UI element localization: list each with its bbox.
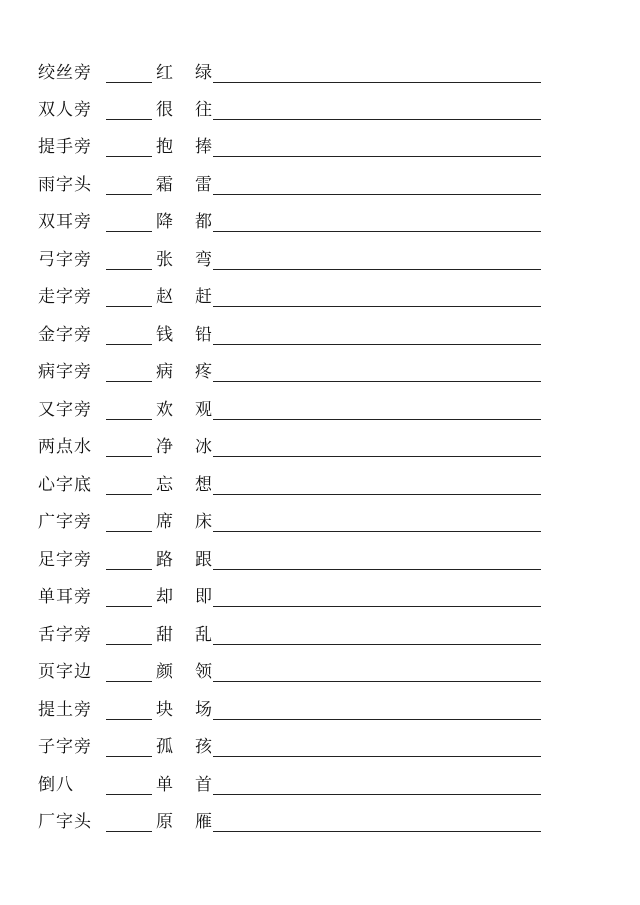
radical-answer-blank[interactable]	[106, 644, 152, 645]
writing-line[interactable]	[213, 794, 541, 795]
worksheet-row	[0, 734, 640, 764]
radical-answer-blank[interactable]	[106, 419, 152, 420]
radical-answer-blank[interactable]	[106, 531, 152, 532]
radical-answer-blank[interactable]	[106, 194, 152, 195]
radical-answer-blank[interactable]	[106, 156, 152, 157]
example-character-2: 雷	[195, 175, 212, 195]
example-character-2: 捧	[195, 137, 212, 157]
radical-label: 走字旁	[38, 287, 92, 307]
radical-answer-blank[interactable]	[106, 569, 152, 570]
radical-label: 雨字头	[38, 175, 92, 195]
writing-line[interactable]	[213, 756, 541, 757]
writing-line[interactable]	[213, 831, 541, 832]
radical-label: 足字旁	[38, 550, 92, 570]
example-character-2: 都	[195, 212, 212, 232]
radical-label: 绞丝旁	[38, 63, 92, 83]
radical-answer-blank[interactable]	[106, 82, 152, 83]
example-character-1: 路	[156, 550, 173, 570]
writing-line[interactable]	[213, 231, 541, 232]
example-character-1: 席	[156, 512, 173, 532]
radical-label: 倒八	[38, 775, 74, 795]
example-character-2: 首	[195, 775, 212, 795]
radical-answer-blank[interactable]	[106, 231, 152, 232]
example-character-1: 净	[156, 437, 173, 457]
worksheet-row	[0, 322, 640, 352]
writing-line[interactable]	[213, 494, 541, 495]
example-character-1: 甜	[156, 625, 173, 645]
writing-line[interactable]	[213, 381, 541, 382]
radical-label: 弓字旁	[38, 250, 92, 270]
radical-label: 又字旁	[38, 400, 92, 420]
example-character-2: 往	[195, 100, 212, 120]
worksheet-row	[0, 659, 640, 689]
radical-label: 页字边	[38, 662, 92, 682]
worksheet-row	[0, 584, 640, 614]
radical-label: 金字旁	[38, 325, 92, 345]
writing-line[interactable]	[213, 719, 541, 720]
example-character-2: 孩	[195, 737, 212, 757]
example-character-1: 块	[156, 700, 173, 720]
worksheet-row	[0, 209, 640, 239]
example-character-1: 病	[156, 362, 173, 382]
radical-label: 病字旁	[38, 362, 92, 382]
example-character-1: 很	[156, 100, 173, 120]
worksheet-row	[0, 622, 640, 652]
example-character-2: 观	[195, 400, 212, 420]
radical-label: 两点水	[38, 437, 92, 457]
writing-line[interactable]	[213, 82, 541, 83]
example-character-2: 雁	[195, 812, 212, 832]
worksheet-row	[0, 172, 640, 202]
example-character-2: 疼	[195, 362, 212, 382]
radical-label: 提手旁	[38, 137, 92, 157]
radical-label: 广字旁	[38, 512, 92, 532]
radical-answer-blank[interactable]	[106, 719, 152, 720]
worksheet-row	[0, 434, 640, 464]
example-character-1: 赵	[156, 287, 173, 307]
worksheet-row	[0, 397, 640, 427]
example-character-1: 颜	[156, 662, 173, 682]
example-character-1: 红	[156, 63, 173, 83]
radical-label: 子字旁	[38, 737, 92, 757]
example-character-2: 领	[195, 662, 212, 682]
worksheet-row	[0, 97, 640, 127]
radical-label: 舌字旁	[38, 625, 92, 645]
example-character-2: 弯	[195, 250, 212, 270]
radical-answer-blank[interactable]	[106, 794, 152, 795]
worksheet-row	[0, 247, 640, 277]
example-character-2: 跟	[195, 550, 212, 570]
example-character-2: 床	[195, 512, 212, 532]
writing-line[interactable]	[213, 456, 541, 457]
example-character-2: 想	[195, 475, 212, 495]
worksheet-row	[0, 697, 640, 727]
worksheet-row	[0, 472, 640, 502]
example-character-1: 单	[156, 775, 173, 795]
example-character-1: 钱	[156, 325, 173, 345]
writing-line[interactable]	[213, 306, 541, 307]
worksheet-row	[0, 772, 640, 802]
example-character-2: 即	[195, 587, 212, 607]
example-character-1: 原	[156, 812, 173, 832]
example-character-2: 铅	[195, 325, 212, 345]
radical-answer-blank[interactable]	[106, 381, 152, 382]
writing-line[interactable]	[213, 644, 541, 645]
worksheet-row	[0, 284, 640, 314]
writing-line[interactable]	[213, 194, 541, 195]
worksheet-row	[0, 60, 640, 90]
example-character-1: 张	[156, 250, 173, 270]
example-character-1: 却	[156, 587, 173, 607]
example-character-2: 场	[195, 700, 212, 720]
writing-line[interactable]	[213, 606, 541, 607]
writing-line[interactable]	[213, 419, 541, 420]
radical-answer-blank[interactable]	[106, 606, 152, 607]
writing-line[interactable]	[213, 531, 541, 532]
radical-answer-blank[interactable]	[106, 456, 152, 457]
worksheet-row	[0, 509, 640, 539]
writing-line[interactable]	[213, 569, 541, 570]
example-character-1: 降	[156, 212, 173, 232]
writing-line[interactable]	[213, 119, 541, 120]
radical-answer-blank[interactable]	[106, 269, 152, 270]
radical-answer-blank[interactable]	[106, 494, 152, 495]
example-character-1: 忘	[156, 475, 173, 495]
example-character-1: 孤	[156, 737, 173, 757]
example-character-2: 绿	[195, 63, 212, 83]
radical-answer-blank[interactable]	[106, 831, 152, 832]
writing-line[interactable]	[213, 156, 541, 157]
writing-line[interactable]	[213, 269, 541, 270]
example-character-2: 冰	[195, 437, 212, 457]
example-character-1: 欢	[156, 400, 173, 420]
radical-label: 双人旁	[38, 100, 92, 120]
radical-answer-blank[interactable]	[106, 119, 152, 120]
example-character-2: 乱	[195, 625, 212, 645]
example-character-1: 抱	[156, 137, 173, 157]
radical-answer-blank[interactable]	[106, 756, 152, 757]
radical-label: 厂字头	[38, 812, 92, 832]
writing-line[interactable]	[213, 344, 541, 345]
worksheet-row	[0, 359, 640, 389]
example-character-2: 赶	[195, 287, 212, 307]
radical-answer-blank[interactable]	[106, 681, 152, 682]
radical-label: 提土旁	[38, 700, 92, 720]
radical-label: 双耳旁	[38, 212, 92, 232]
radical-label: 心字底	[38, 475, 92, 495]
worksheet-row	[0, 134, 640, 164]
radical-label: 单耳旁	[38, 587, 92, 607]
radical-answer-blank[interactable]	[106, 306, 152, 307]
radical-answer-blank[interactable]	[106, 344, 152, 345]
worksheet-row	[0, 809, 640, 839]
worksheet-row	[0, 547, 640, 577]
example-character-1: 霜	[156, 175, 173, 195]
writing-line[interactable]	[213, 681, 541, 682]
